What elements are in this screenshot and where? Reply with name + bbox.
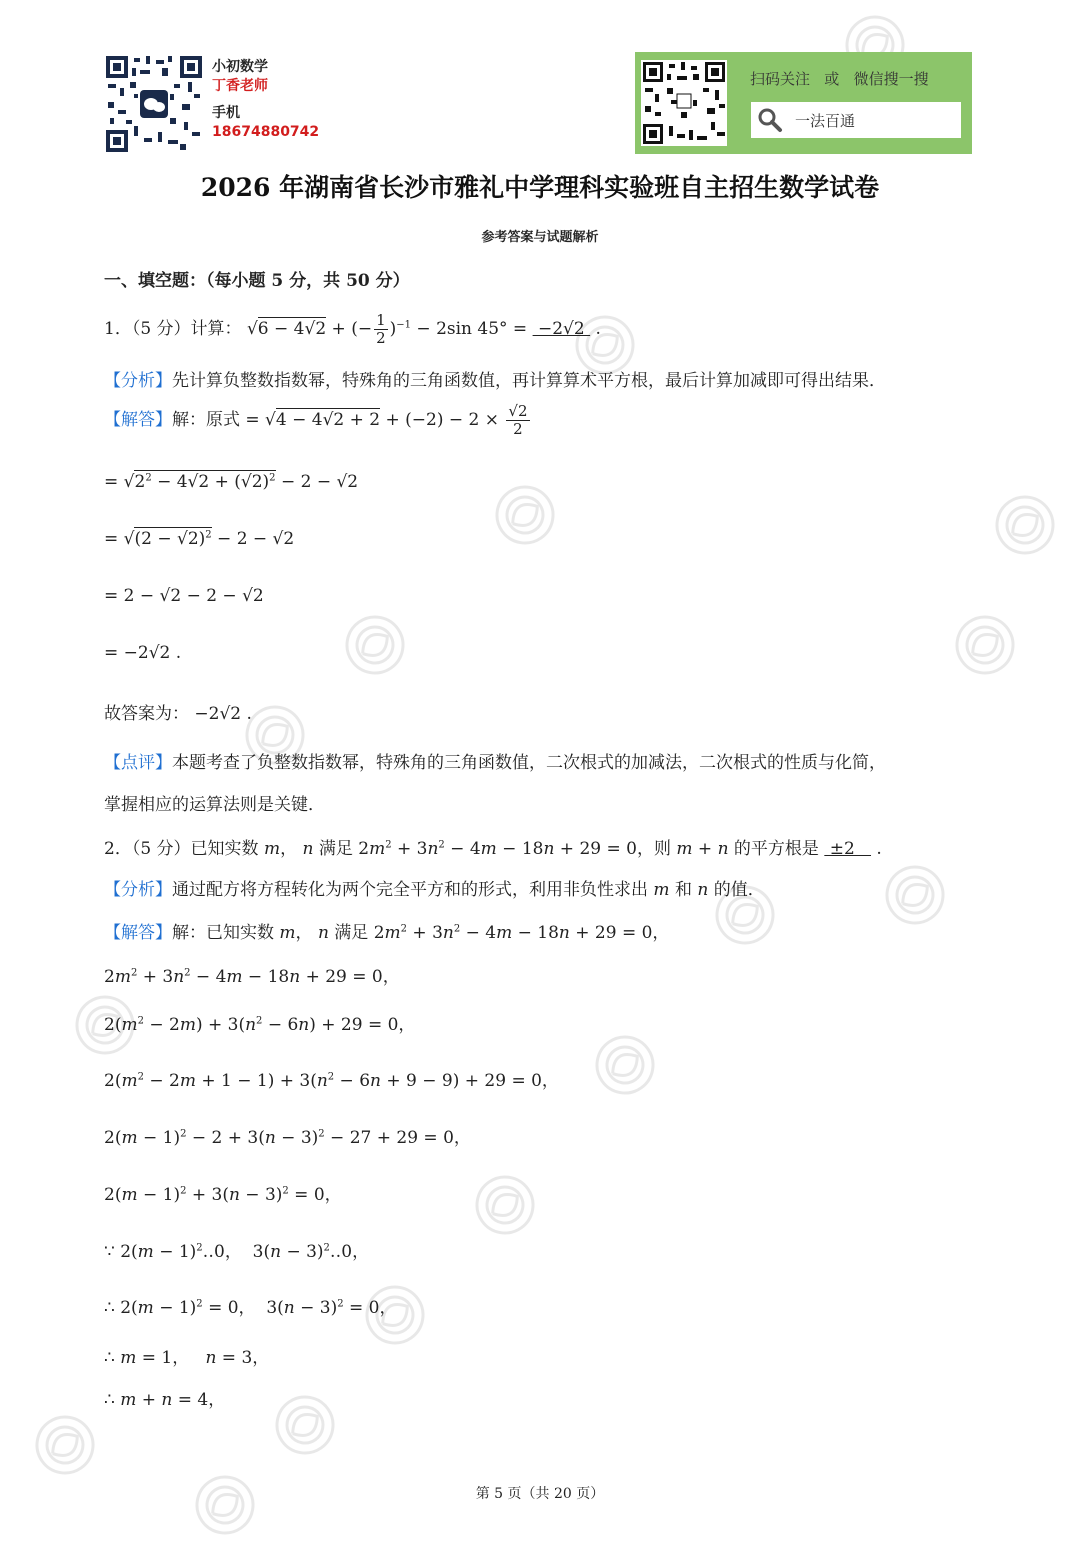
wechat-prompt: 扫码关注 或 微信搜一搜 bbox=[750, 70, 929, 88]
page-number: 第 5 页（共 20 页） bbox=[475, 1486, 605, 1502]
section-heading: 一、填空题：（每小题 5 分，共 50 分） bbox=[104, 271, 410, 291]
q1-math-step: = $√2^2 - 4√2 + (√2)^2 - 2 - √2$ bbox=[104, 472, 359, 492]
q1-analysis-text: 先计算负整数指数幂，特殊角的三角函数值，再计算算术平方根，最后计算加减即可得出结果． bbox=[172, 371, 886, 391]
q1-math-step: = 2 − √2 − 2 − √2 bbox=[104, 586, 264, 606]
q2-math-step: ∴ m + n = 4， bbox=[104, 1390, 226, 1410]
watermark-seal-icon bbox=[940, 600, 1030, 690]
search-icon bbox=[757, 107, 783, 137]
watermark-seal-icon bbox=[870, 850, 960, 940]
watermark-seal-icon bbox=[20, 1400, 110, 1490]
contact-phone: 18674880742 bbox=[212, 124, 320, 140]
q1-stem-prefix: 1．（5 分）计算： bbox=[104, 319, 242, 339]
q1-math-step: = −2√2 . bbox=[104, 643, 182, 663]
q2-math-step: $2m^2 + 3n^2 - 4m - 18n + 29 = 0$， bbox=[104, 967, 400, 987]
q1-answer: 故答案为： −2√2 . bbox=[104, 704, 252, 724]
q1-stem bbox=[104, 312, 601, 347]
q2-math-step: m， n 满足 $2m^2 + 3n^2 - 4m - 18n + 29 = 0$， bbox=[279, 923, 670, 943]
solution-tag: 【解答】 bbox=[104, 923, 172, 943]
q1-math-step: = √4 − 4√2 + 2 + (−2) − 2 × $\frac{√2}{2}$ bbox=[245, 402, 528, 438]
watermark-seal-icon bbox=[330, 600, 420, 690]
wechat-qr-code bbox=[641, 60, 727, 146]
watermark-seal-icon bbox=[260, 1380, 350, 1470]
q2-analysis-and: 和 bbox=[674, 880, 692, 900]
q1-solution-prefix: 解：原式 bbox=[172, 410, 240, 430]
contact-line1: 小初数学 bbox=[212, 59, 268, 75]
comment-tag: 【点评】 bbox=[104, 753, 172, 773]
contact-line2: 丁香老师 bbox=[212, 78, 268, 94]
q2-math-step: $2(m^2 - 2m) + 3(n^2 - 6n) + 29 = 0$， bbox=[104, 1015, 416, 1035]
wechat-banner bbox=[635, 52, 972, 154]
q1-math-step: = $√(2 - √2)^2 - 2 - √2$ bbox=[104, 529, 295, 549]
q1-answer-prefix: 故答案为： bbox=[104, 704, 189, 724]
watermark-seal-icon bbox=[460, 1160, 550, 1250]
analysis-tag: 【分析】 bbox=[104, 880, 172, 900]
q2-analysis-text: 通过配方将方程转化为两个完全平方和的形式，利用非负性求出 bbox=[172, 880, 648, 900]
q2-math-step: ∴ m = 1， n = 3， bbox=[104, 1348, 270, 1368]
watermark-seal-icon bbox=[480, 470, 570, 560]
q2-math-step: $2(m - 1)^2 - 2 + 3(n - 3)^2 - 27 + 29 = 0$， bbox=[104, 1128, 471, 1148]
page-subtitle: 参考答案与试题解析 bbox=[481, 230, 599, 245]
watermark-seal-icon bbox=[980, 480, 1070, 570]
page-title: 2026 年湖南省长沙市雅礼中学理科实验班自主招生数学试卷 bbox=[200, 173, 880, 202]
q2-analysis-end: 的值． bbox=[713, 880, 765, 900]
q2-solution-prefix: 解：已知实数 bbox=[172, 923, 274, 943]
q2-solution-line1 bbox=[104, 918, 669, 943]
q1-comment-line1: 本题考查了负整数指数幂，特殊角的三角函数值，二次根式的加减法，二次根式的性质与化简， bbox=[172, 753, 886, 773]
q1-analysis bbox=[104, 366, 886, 391]
q1-comment bbox=[104, 748, 886, 773]
q2-stem-math: m， n 满足 $2m^2 + 3n^2 - 4m - 18n + 29 = 0$，则 m + n 的平方根是 ±2 . bbox=[263, 839, 882, 859]
watermark-seal-icon bbox=[580, 1020, 670, 1110]
contact-info bbox=[212, 58, 319, 142]
q2-math-step: ∴ $2(m - 1)^2 = 0$， $3(n - 3)^2 = 0$， bbox=[104, 1298, 397, 1318]
contact-line3: 手机 bbox=[212, 105, 240, 121]
q1-expression: √6 − 4√2 + (− $\frac{1}{2}$ )$^{-1}$ − 2sin 45° = −2√2 . bbox=[246, 311, 601, 347]
contact-qr-code bbox=[104, 54, 204, 154]
analysis-tag: 【分析】 bbox=[104, 371, 172, 391]
q2-stem-prefix: 2．（5 分）已知实数 bbox=[104, 839, 259, 859]
q2-math-step: ∵ $2(m - 1)^2‥0$， $3(n - 3)^2‥0$， bbox=[104, 1242, 370, 1262]
wechat-search-box[interactable] bbox=[751, 102, 961, 138]
q1-comment-line2: 掌握相应的运算法则是关键． bbox=[104, 795, 325, 815]
q1-solution-line1 bbox=[104, 403, 532, 438]
q2-analysis: 【分析】通过配方将方程转化为两个完全平方和的形式，利用非负性求出 m 和 n 的值． bbox=[104, 880, 765, 900]
q2-math-step: $2(m^2 - 2m + 1 - 1) + 3(n^2 - 6n + 9 - 9) + 29 = 0$， bbox=[104, 1071, 559, 1091]
q2-math-step: $2(m - 1)^2 + 3(n - 3)^2 = 0$， bbox=[104, 1185, 342, 1205]
q2-stem bbox=[104, 834, 882, 859]
solution-tag: 【解答】 bbox=[104, 410, 172, 430]
watermark-seal-icon bbox=[180, 1460, 270, 1550]
wechat-search-keyword: 一法百通 bbox=[795, 112, 856, 130]
